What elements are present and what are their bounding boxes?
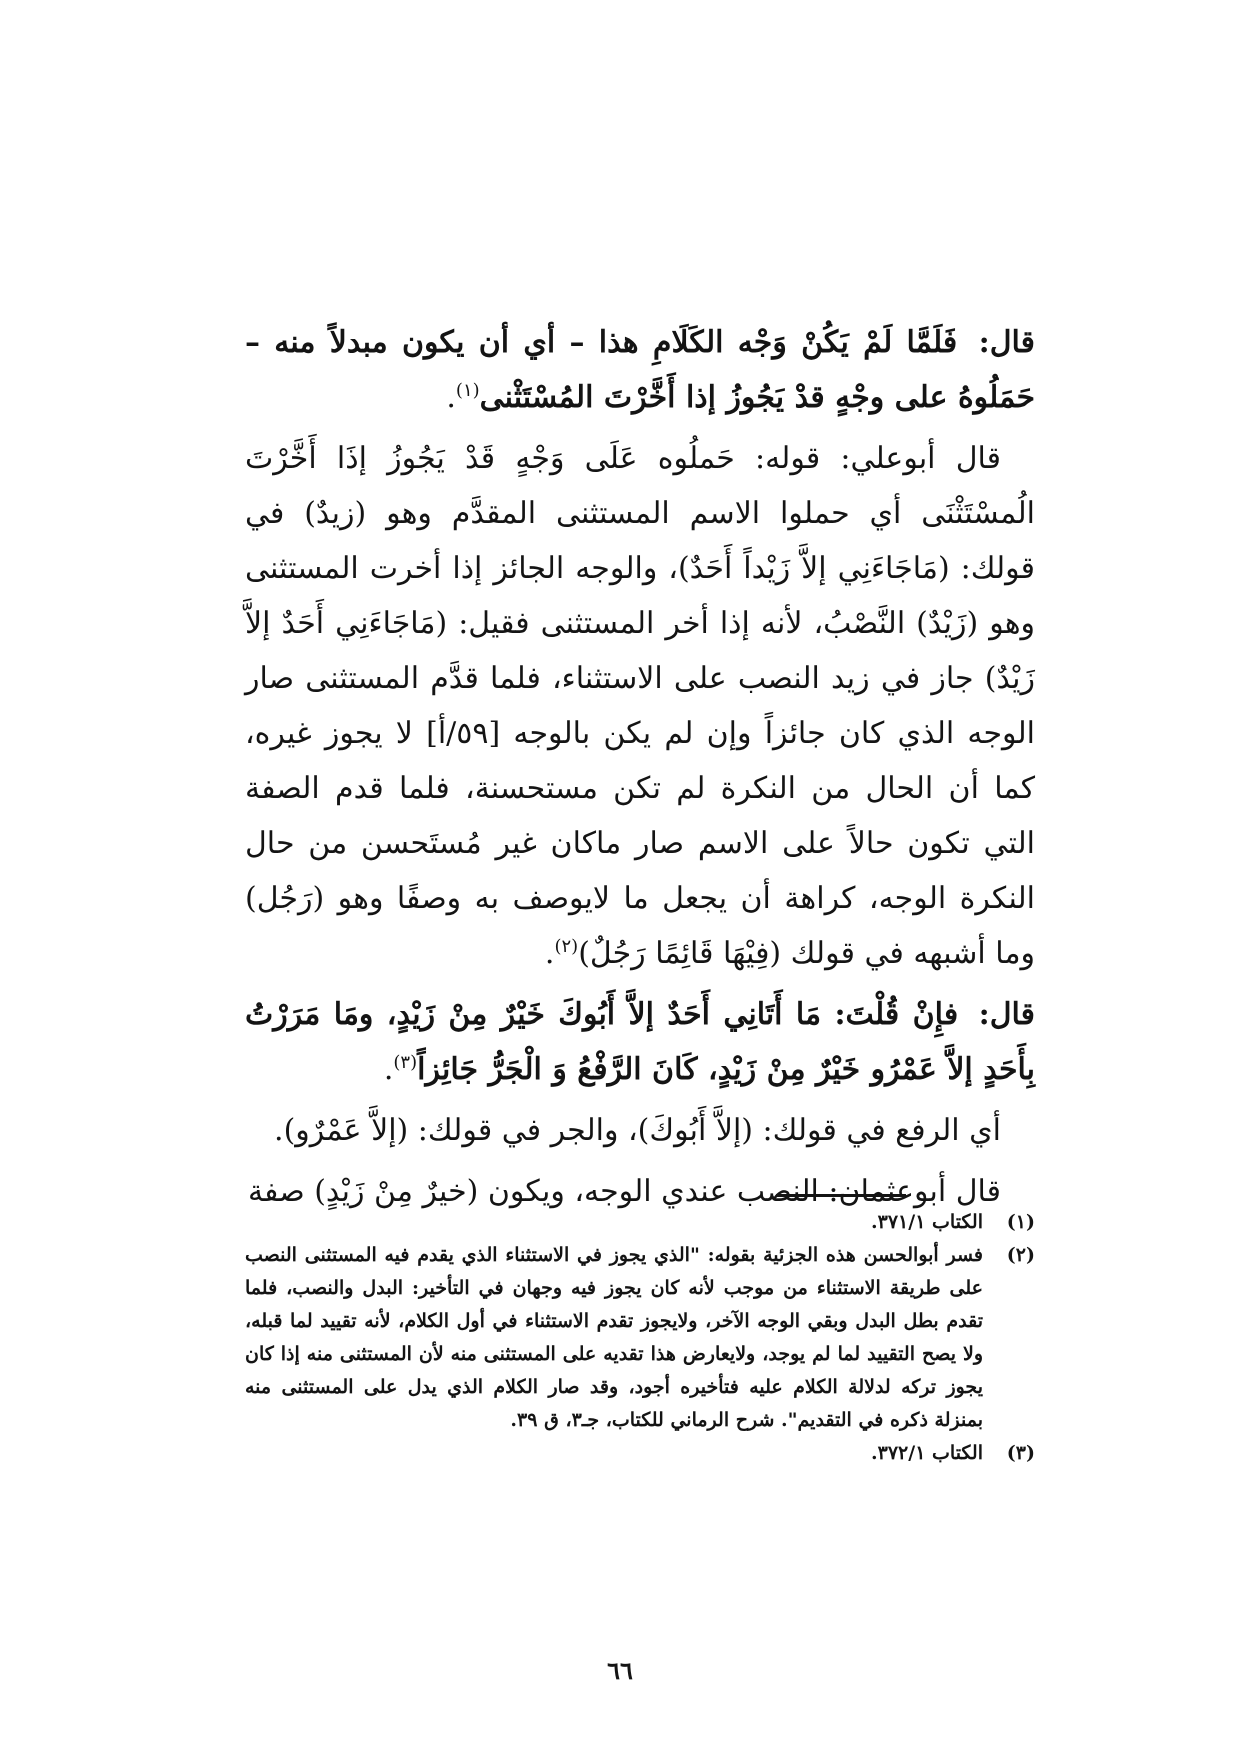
footnote-2 xyxy=(245,1239,1035,1437)
footnote-1 xyxy=(245,1206,1035,1239)
paragraph-1-quote: فَلَمَّا لَمْ يَكُنْ وَجْه الكَلَامِ هذا – أي أن يكون مبدلاً منه – حَمَلُوهُ على وجْهٍ قدْ يَجُوزُ إذا أَخَّرْتَ المُسْتَثْنى xyxy=(245,325,1035,415)
footnote-ref-3[interactable]: (٣) xyxy=(393,1052,418,1073)
page-number: ٦٦ xyxy=(607,1656,633,1685)
paragraph-5-text: قال أبوعثمان: النصب عندي الوجه، ويكون (خيرٌ مِنْ زَيْدٍ) صفة xyxy=(247,1174,1001,1209)
footnote-ref-2[interactable]: (٢) xyxy=(554,936,579,957)
paragraph-2-text: قال أبوعلي: قوله: حَملُوه عَلَى وَجْهٍ قَدْ يَجُوزُ إذَا أَخَّرْتَ الُمسْتَثْنَى أي حملوا الاسم المستثنى المقدَّم وهو (زيدٌ) في قولك: (مَاجَاءَنِي إلاَّ زَيْداً أَحَدٌ)، والوجه الجائز إذا أخرت المستثنى وهو (زَيْدٌ) النَّصْبُ، لأنه إذا أخر المستثنى فقيل: (مَاجَاءَنِي أَحَدٌ إلاَّ زَيْدٌ) جاز في زيد النصب على الاستثناء، فلما قدَّم المستثنى صار الوجه الذي كان جائزاً وإن لم يكن بالوجه [٥٩/أ] لا يجوز غيره، كما أن الحال من النكرة لم تكن مستحسنة، فلما قدم الصفة التي تكون حالاً على الاسم صار ماكان غير مُستَحسن من حال النكرة الوجه، كراهة أن يجعل ما لايوصف به وصفًا وهو (رَجُل) وما أشبهه في قولك (فِيْهَا قَائِمًا رَجُلٌ) xyxy=(245,441,1035,971)
paragraph-2 xyxy=(245,431,1035,981)
footnote-ref-1[interactable]: (١) xyxy=(455,380,480,401)
paragraph-4-text: أي الرفع في قولك: (إلاَّ أَبُوكَ)، والجر في قولك: (إلاَّ عَمْرٌو). xyxy=(274,1113,1001,1148)
paragraph-1-lead: قال: xyxy=(978,325,1035,360)
footnote-3 xyxy=(245,1437,1035,1470)
footnote-text: الكتاب ٣٧٢/١. xyxy=(871,1442,983,1464)
footnote-text: الكتاب ٣٧١/١. xyxy=(871,1211,983,1233)
footnote-text: فسر أبوالحسن هذه الجزئية بقوله: "الذي يجوز في الاستثناء الذي يقدم فيه المستثنى النصب على طريقة الاستثناء من موجب لأنه كان يجوز فيه وجهان في التأخير: البدل والنصب، فلما تقدم بطل البدل وبقي الوجه الآخر، ولايجوز تقدم الاستثناء في أول الكلام، لأنه تقييد لما قبله، ولا يصح التقييد لما لم يوجد، ولايعارض هذا تقديه على المستثنى منه لأن المستثنى منه إذا كان يجوز تركه لدلالة الكلام عليه فتأخيره أجود، وقد صار الكلام الذي يدل على المستثنى منه بمنزلة ذكره في التقديم". شرح الرماني للكتاب، جـ٣، ق ٣٩. xyxy=(245,1244,983,1431)
footnote-divider xyxy=(776,1194,906,1197)
paragraph-3-end: . xyxy=(383,1052,394,1087)
footnote-number: (١) xyxy=(1006,1211,1035,1233)
paragraph-2-end: . xyxy=(544,936,555,971)
footnotes xyxy=(245,1206,1035,1470)
footnote-number: (٢) xyxy=(1006,1244,1035,1266)
paragraph-3-quote: فإِنْ قُلْتَ: مَا أَتَانِي أَحَدٌ إلاَّ أَبُوكَ خَيْرٌ مِنْ زَيْدٍ، ومَا مَرَرْتُ بِأَحَدٍ إلاَّ عَمْرُو خَيْرٌ مِنْ زَيْدٍ، كَانَ الرَّفْعُ وَ الْجَرُّ جَائِزاً xyxy=(245,997,1035,1087)
paragraph-1 xyxy=(245,315,1035,425)
main-text xyxy=(245,315,1035,1225)
paragraph-1-end: . xyxy=(446,380,456,415)
paragraph-4 xyxy=(245,1103,1035,1158)
footnote-number: (٣) xyxy=(1006,1442,1035,1464)
paragraph-3 xyxy=(245,987,1035,1097)
paragraph-3-lead: قال: xyxy=(978,997,1035,1032)
